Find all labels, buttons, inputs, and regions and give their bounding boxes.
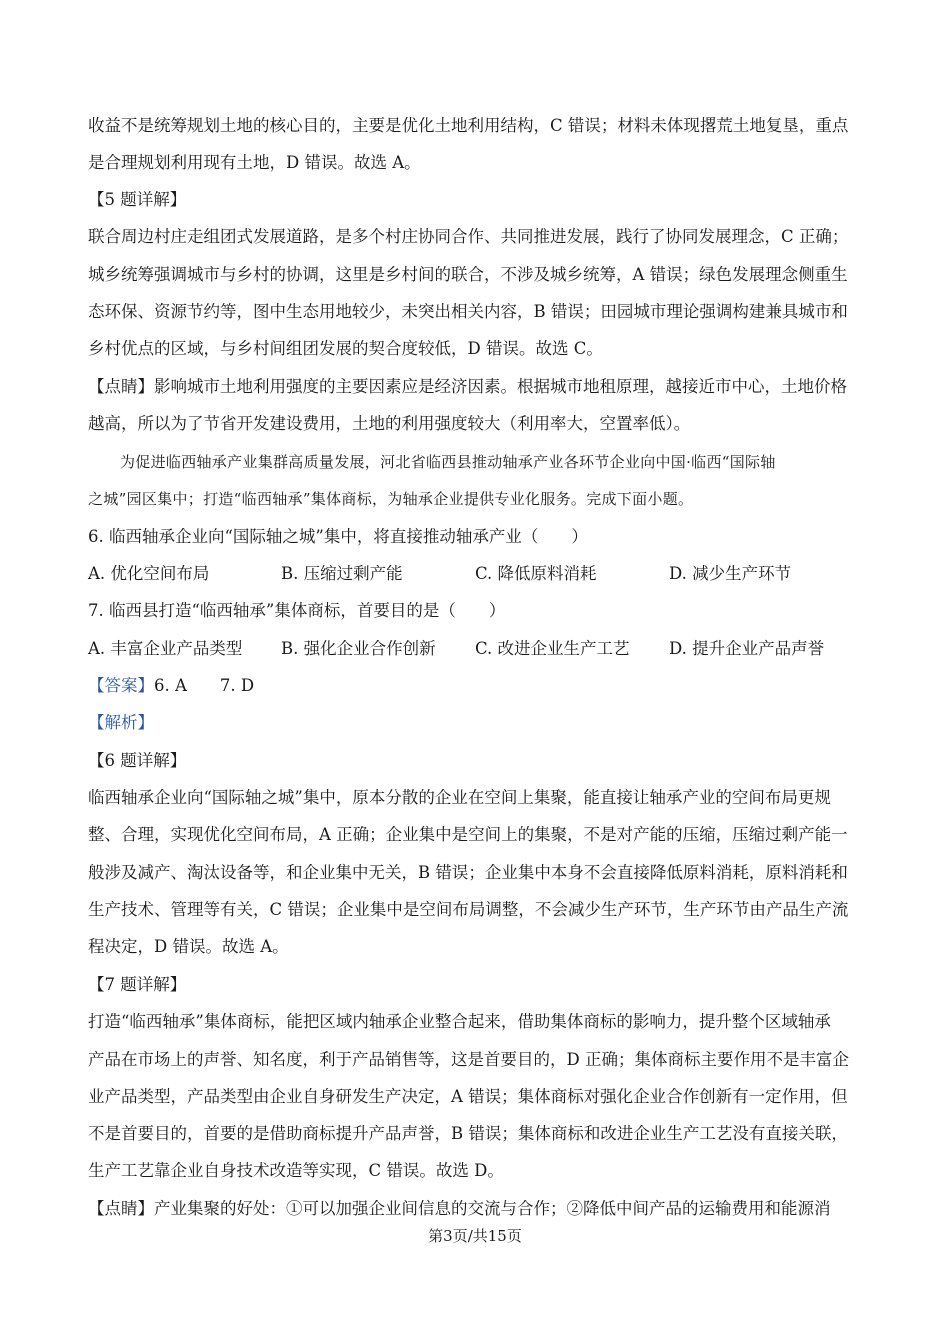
text-line: 联合周边村庄走组团式发展道路，是多个村庄协同合作、共同推进发展，践行了协同发展理念，C 正确； (88, 227, 849, 246)
text-line: 般涉及减产、淘汰设备等，和企业集中无关，B 错误；企业集中本身不会直接降低原料消耗，原料消耗和 (88, 863, 848, 882)
text-line: 产品在市场上的声誉、知名度，利于产品销售等，这是首要目的，D 正确；集体商标主要作用不是丰富企 (88, 1050, 849, 1069)
text-line: 临西轴承企业向“国际轴之城”集中，原本分散的企业在空间上集聚，能直接让轴承产业的空间布局更规 (88, 788, 831, 807)
text-line: 乡村优点的区域，与乡村间组团发展的契合度较低，D 错误。故选 C。 (88, 339, 603, 358)
intro-line: 之城”园区集中；打造“临西轴承”集体商标，为轴承企业提供专业化服务。完成下面小题。 (88, 490, 694, 508)
section-title-q6: 【6 题详解】 (88, 751, 187, 770)
q6-option-b: B. 压缩过剩产能 (281, 564, 403, 583)
intro-line: 为促进临西轴承产业集群高质量发展，河北省临西县推动轴承产业各环节企业向中国·临西“国际轴 (120, 453, 776, 471)
text-line: 程决定，D 错误。故选 A。 (88, 937, 289, 956)
answer-text: 6. A 7. D (154, 676, 255, 695)
q7-option-a: A. 丰富企业产品类型 (88, 639, 243, 658)
section-title-q7: 【7 题详解】 (88, 975, 187, 994)
text-line: 城乡统筹强调城市与乡村的协调，这里是乡村间的联合，不涉及城乡统筹，A 错误；绿色发展理念侧重生 (88, 265, 848, 284)
section-title-q5: 【5 题详解】 (88, 190, 187, 209)
q6-option-d: D. 减少生产环节 (669, 564, 792, 583)
text-line: 业产品类型，产品类型由企业自身研发生产决定，A 错误；集体商标对强化企业合作创新有一定作用，但 (88, 1087, 848, 1106)
text-line: 收益不是统筹规划土地的核心目的，主要是优化土地利用结构，C 错误；材料未体现撂荒土地复垦，重点 (88, 116, 849, 135)
analysis-label: 【解析】 (88, 713, 154, 732)
text-line: 不是首要目的，首要的是借助商标提升产品声誉，B 错误；集体商标和改进企业生产工艺没有直接关联， (88, 1124, 848, 1143)
text-line: 整、合理，实现优化空间布局，A 正确；企业集中是空间上的集聚，不是对产能的压缩，压缩过剩产能一 (88, 825, 848, 844)
note-line: 越高，所以为了节省开发建设费用，土地的利用强度较大（利用率大，空置率低）。 (88, 414, 691, 433)
q6-option-a: A. 优化空间布局 (88, 564, 210, 583)
q7-option-b: B. 强化企业合作创新 (281, 639, 436, 658)
text-line: 打造“临西轴承”集体商标，能把区域内轴承企业整合起来，借助集体商标的影响力，提升整个区域轴承 (88, 1012, 831, 1031)
q6-option-c: C. 降低原料消耗 (475, 564, 597, 583)
note-line: 【点睛】影响城市土地利用强度的主要因素应是经济因素。根据城市地租原理，越接近市中心，土地价格 (88, 377, 847, 396)
q7-option-d: D. 提升企业产品声誉 (669, 639, 825, 658)
answer-label: 【答案】 (88, 676, 154, 695)
note-line: 【点睛】产业集聚的好处：①可以加强企业间信息的交流与合作；②降低中间产品的运输费用和能源消 (88, 1199, 831, 1218)
question-7-stem: 7. 临西县打造“临西轴承”集体商标，首要目的是（ ） (88, 601, 506, 620)
text-line: 是合理规划利用现有土地，D 错误。故选 A。 (88, 153, 421, 172)
text-line: 态环保、资源节约等，图中生态用地较少，未突出相关内容，B 错误；田园城市理论强调构建兼具城市和 (88, 302, 848, 321)
answer-line (88, 675, 254, 697)
text-line: 生产工艺靠企业自身技术改造等实现，C 错误。故选 D。 (88, 1161, 504, 1180)
page-number: 第3页/共15页 (428, 1227, 522, 1245)
text-line: 生产技术、管理等有关，C 错误；企业集中是空间布局调整，不会减少生产环节，生产环节由产品生产流 (88, 900, 849, 919)
q7-option-c: C. 改进企业生产工艺 (475, 639, 630, 658)
question-6-stem: 6. 临西轴承企业向“国际轴之城”集中，将直接推动轴承产业（ ） (88, 527, 588, 546)
